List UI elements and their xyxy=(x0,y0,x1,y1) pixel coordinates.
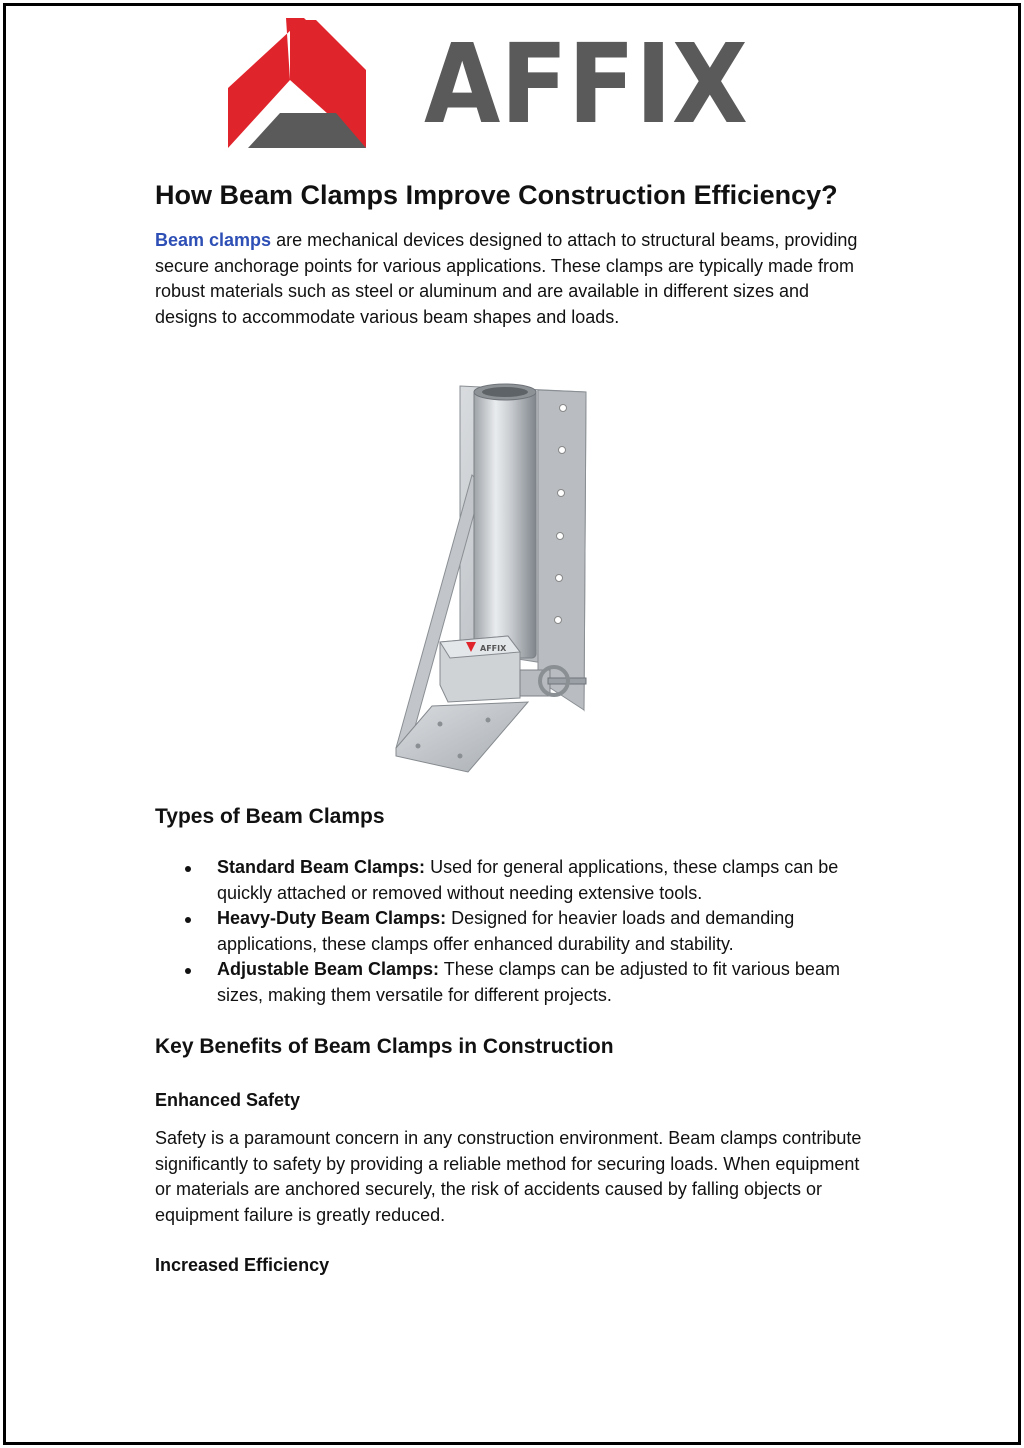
logo-wordmark: AFFIX xyxy=(424,20,748,148)
intro-paragraph xyxy=(155,228,870,330)
bullet-icon xyxy=(185,968,191,974)
bullet-icon xyxy=(185,866,191,872)
list-item-text: Designed for heavier loads and demanding applications, these clamps offer enhanced durability and stability. xyxy=(217,908,795,954)
bullet-icon xyxy=(185,917,191,923)
list-item-label: Adjustable Beam Clamps: xyxy=(217,959,440,979)
list-item xyxy=(155,855,870,906)
intro-text: are mechanical devices designed to attach to structural beams, providing secure anchorage points for various applications. These clamps are typically made from robust materials such as steel or aluminum and are available in different sizes and designs to accommodate various beam shapes and loads. xyxy=(155,230,858,327)
beam-clamps-link[interactable]: Beam clamps xyxy=(155,230,272,250)
list-item xyxy=(155,957,870,1008)
list-item-text: These clamps can be adjusted to fit various beam sizes, making them versatile for different projects. xyxy=(217,959,840,1005)
safety-heading: Enhanced Safety xyxy=(155,1090,301,1110)
list-item xyxy=(155,906,870,957)
types-heading: Types of Beam Clamps xyxy=(155,805,385,828)
safety-paragraph: Safety is a paramount concern in any construction environment. Beam clamps contribute significantly to safety by providing a reliable method for securing loads. When equipment or materials are anchored securely, the risk of accidents caused by falling objects or equipment failure is greatly reduced. xyxy=(155,1128,862,1225)
product-badge-text: AFFIX xyxy=(480,644,507,653)
affix-logo xyxy=(228,18,753,150)
types-list xyxy=(155,855,870,1008)
efficiency-heading: Increased Efficiency xyxy=(155,1255,330,1275)
list-item-text: Used for general applications, these clamps can be quickly attached or removed without needing extensive tools. xyxy=(217,857,839,903)
list-item-label: Standard Beam Clamps: xyxy=(217,857,426,877)
beam-clamp-product-image xyxy=(388,380,594,775)
logo-mark-icon xyxy=(228,18,366,148)
page-title: How Beam Clamps Improve Construction Efficiency? xyxy=(155,180,838,210)
list-item-label: Heavy-Duty Beam Clamps: xyxy=(217,908,447,928)
benefits-heading: Key Benefits of Beam Clamps in Construction xyxy=(155,1035,614,1058)
